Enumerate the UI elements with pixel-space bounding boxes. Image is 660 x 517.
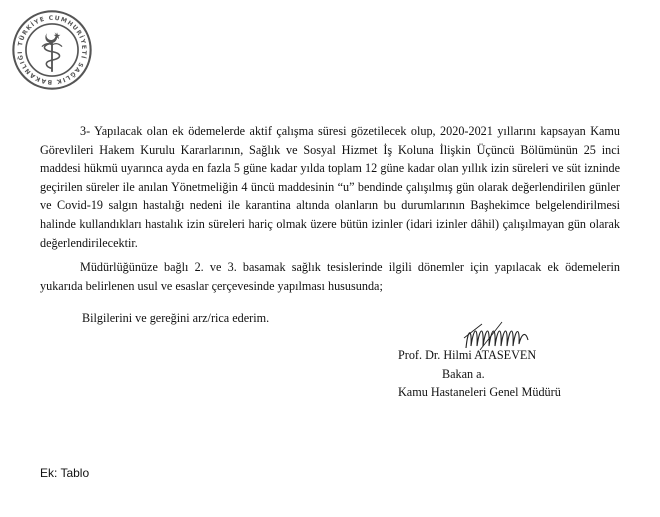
attachment-note: Ek: Tablo (40, 466, 90, 480)
signatory-name: Prof. Dr. Hilmi ATASEVEN (398, 348, 537, 362)
ministry-seal-icon (10, 8, 94, 92)
signature-block (398, 346, 618, 402)
closing-line: Bilgilerini ve gereğini arz/rica ederim. (82, 311, 270, 326)
paragraph-item-3: 3- Yapılacak olan ek ödemelerde aktif çalışma süresi gözetilecek olup, 2020-2021 yıllarını kapsayan Kamu Görevlileri Hakem Kurulu Kararlarının, Sağlık ve Sosyal Hizmet İş Koluna İlişkin Üçüncü Bölümünün 25 inci maddesi hükmü uyarınca ayda en fazla 5 güne kadar yılda toplam 12 güne kadar olan yıllık izin süreleri ve süt izninde geçirilen süreler ile anılan Yönetmeliğin 4 üncü maddesinin “u” bendinde çalışılmış gün olarak değerlendirilen günler ve Covid-19 salgın hastalığı nedeni ile karantina altında olanların bu durumlarının Başhekimce belgelendirilmesi halinde kullandıkları hastalık izin süreleri hariç olmak üzere bütün izinler (idari izinler dâhil) çalışılmayan gün olarak değerlendirilecektir. (40, 124, 620, 250)
letter-body (40, 122, 620, 334)
signatory-title: Bakan a. (442, 366, 485, 381)
signatory-position: Kamu Hastaneleri Genel Müdürü (398, 385, 561, 399)
paragraph-directorate-request: Müdürlüğünüze bağlı 2. ve 3. basamak sağlık tesislerinde ilgili dönemler için yapılacak ek ödemelerin yukarıda belirlenen usul ve esaslar çerçevesinde yapılması hususunda; (40, 260, 620, 293)
seal-text: TÜRKİYE CUMHURİYETİ SAĞLIK BAKANLIĞI (16, 14, 88, 86)
